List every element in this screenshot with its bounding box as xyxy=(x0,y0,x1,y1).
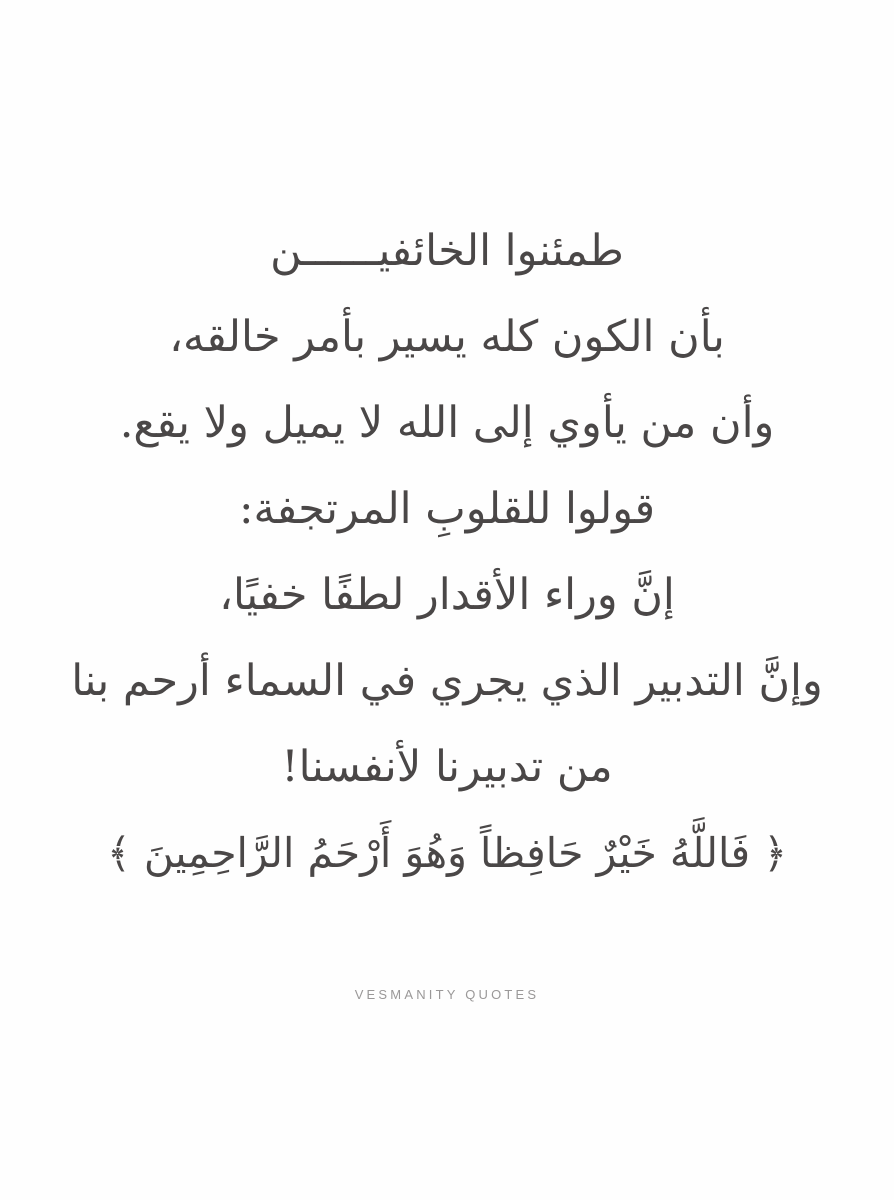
quote-line: إنَّ وراء الأقدار لطفًا خفيًا، xyxy=(219,570,675,620)
quote-line: وأن من يأوي إلى الله لا يميل ولا يقع. xyxy=(119,398,775,448)
quote-line: وإنَّ التدبير الذي يجري في السماء أرحم بنا xyxy=(71,656,823,706)
quote-line: من تدبيرنا لأنفسنا! xyxy=(281,742,613,792)
quote-line: قولوا للقلوبِ المرتجفة: xyxy=(238,484,656,534)
signature: VESMANITY QUOTES xyxy=(354,987,540,1002)
quote-line: بأن الكون كله يسير بأمر خالقه، xyxy=(169,312,725,362)
quote-line: طمئنوا الخائفيــــــن xyxy=(270,226,624,276)
quran-verse: ﴿ فَاللَّهُ خَيْرٌ حَافِظاً وَهُوَ أَرْحَمُ الرَّاحِمِينَ ﴾ xyxy=(106,829,788,877)
quote-text xyxy=(60,208,834,896)
